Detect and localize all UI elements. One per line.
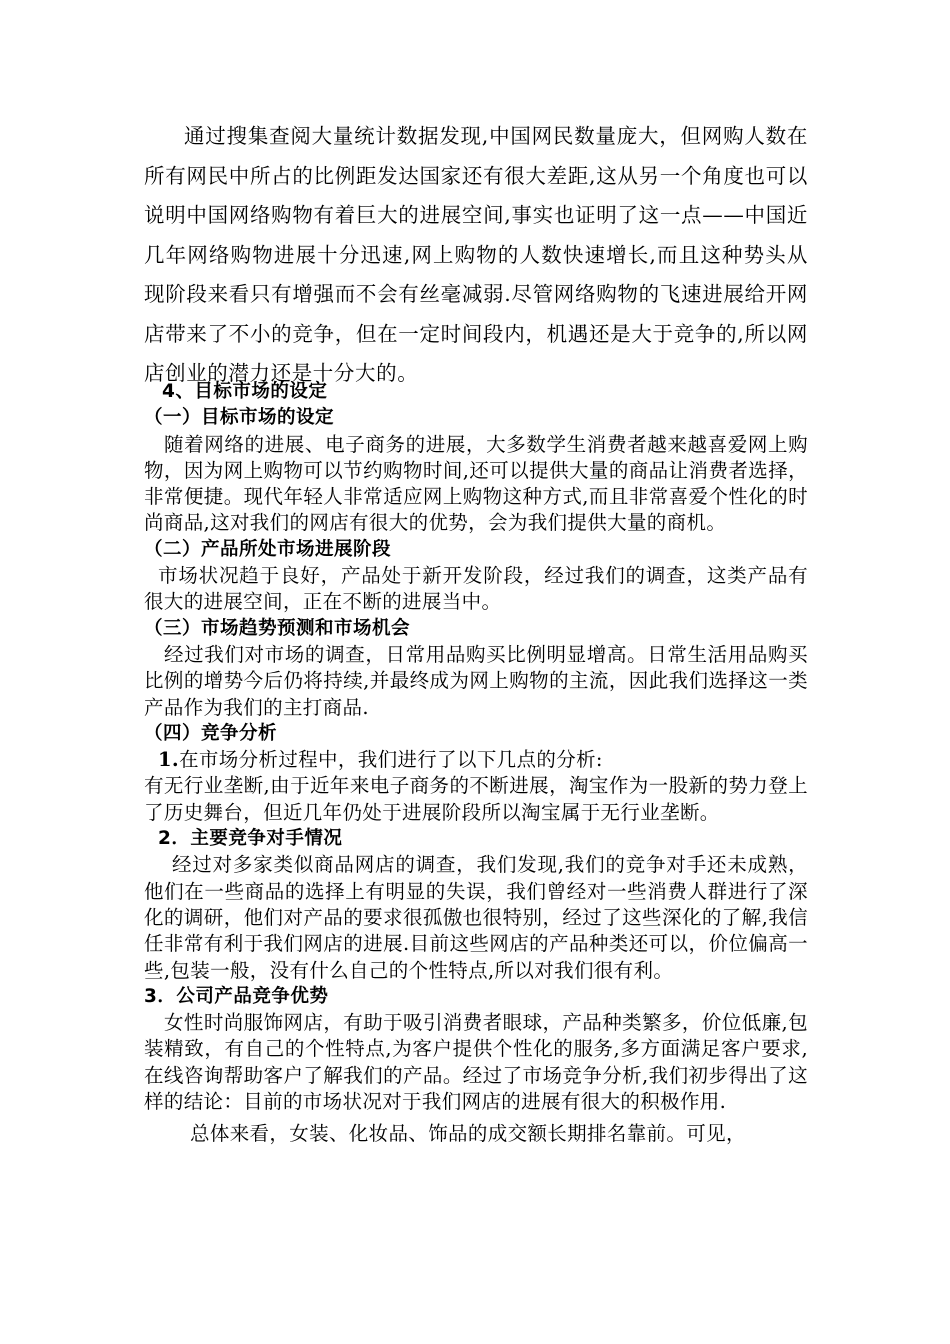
intro-paragraph: 通过搜集查阅大量统计数据发现,中国网民数量庞大，但网购人数在所有网民中所占的比例距发达国家还有很大差距,这从另一个角度也可以说明中国网络购物有着巨大的进展空间,事实也证明了这一点——中国近几年网络购物进展十分迅速,网上购物的人数快速增长,而且这种势头从现阶段来看只有增强而不会有丝毫减弱.尽管网络购物的飞速进展给开网店带来了不小的竞争，但在一定时间段内，机遇还是大于竞争的,所以网店创业的潜力还是十分大的。: [144, 124, 808, 385]
subsection-2-heading: （二）产品所处市场进展阶段: [144, 538, 392, 560]
competition-item-1: [144, 747, 808, 773]
subsection-1-text: 随着网络的进展、电子商务的进展，大多数学生消费者越来越喜爱网上购物，因为网上购物可以节约购物时间,还可以提供大量的商品让消费者选择，非常便捷。现代年轻人非常适应网上购物这种方式,而且非常喜爱个性化的时尚商品,这对我们的网店有很大的优势，会为我们提供大量的商机。: [144, 432, 808, 535]
competition-item-2-heading: 2．主要竞争对手情况: [158, 828, 343, 850]
competition-item-1-text: 在市场分析过程中，我们进行了以下几点的分析:: [179, 748, 603, 772]
competition-item-2-body: 经过对多家类似商品网店的调查，我们发现,我们的竞争对手还未成熟，他们在一些商品的选择上有明显的失误，我们曾经对一些消费人群进行了深化的调研，他们对产品的要求很孤傲也很特别，经过了这些深化的了解,我信任非常有利于我们网店的进展.目前这些网店的产品种类还可以，价位偏高一些,包装一般，没有什么自己的个性特点,所以对我们很有利。: [144, 853, 808, 982]
section-4-heading: 4、目标市场的设定: [162, 381, 328, 402]
subsection-4-heading: （四）竞争分析: [144, 722, 278, 744]
closing-paragraph: 总体来看，女装、化妆品、饰品的成交额长期排名靠前。可见，: [190, 1122, 746, 1146]
competition-item-3-body: 女性时尚服饰网店，有助于吸引消费者眼球，产品种类繁多，价位低廉,包装精致，有自己的个性特点,为客户提供个性化的服务,多方面满足客户要求,在线咨询帮助客户了解我们的产品。经过了市场竞争分析,我们初步得出了这样的结论：目前的市场状况对于我们网店的进展有很大的积极作用.: [144, 1011, 808, 1114]
competition-item-1-body: 有无行业垄断,由于近年来电子商务的不断进展，淘宝作为一股新的势力登上了历史舞台，但近几年仍处于进展阶段所以淘宝属于无行业垄断。: [144, 774, 808, 824]
subsection-2-text: 市场状况趋于良好，产品处于新开发阶段，经过我们的调查，这类产品有很大的进展空间，正在不断的进展当中。: [144, 564, 808, 614]
subsection-3-heading: （三）市场趋势预测和市场机会: [144, 617, 411, 639]
competition-item-1-number: 1.: [158, 748, 180, 772]
section-4: [144, 379, 808, 1148]
competition-item-3-heading: 3．公司产品竞争优势: [144, 985, 329, 1007]
subsection-1-heading: （一）目标市场的设定: [144, 407, 335, 429]
subsection-3-text: 经过我们对市场的调查，日常用品购买比例明显增高。日常生活用品购买比例的增势今后仍将持续,并最终成为网上购物的主流，因此我们选择这一类产品作为我们的主打商品.: [144, 642, 808, 719]
